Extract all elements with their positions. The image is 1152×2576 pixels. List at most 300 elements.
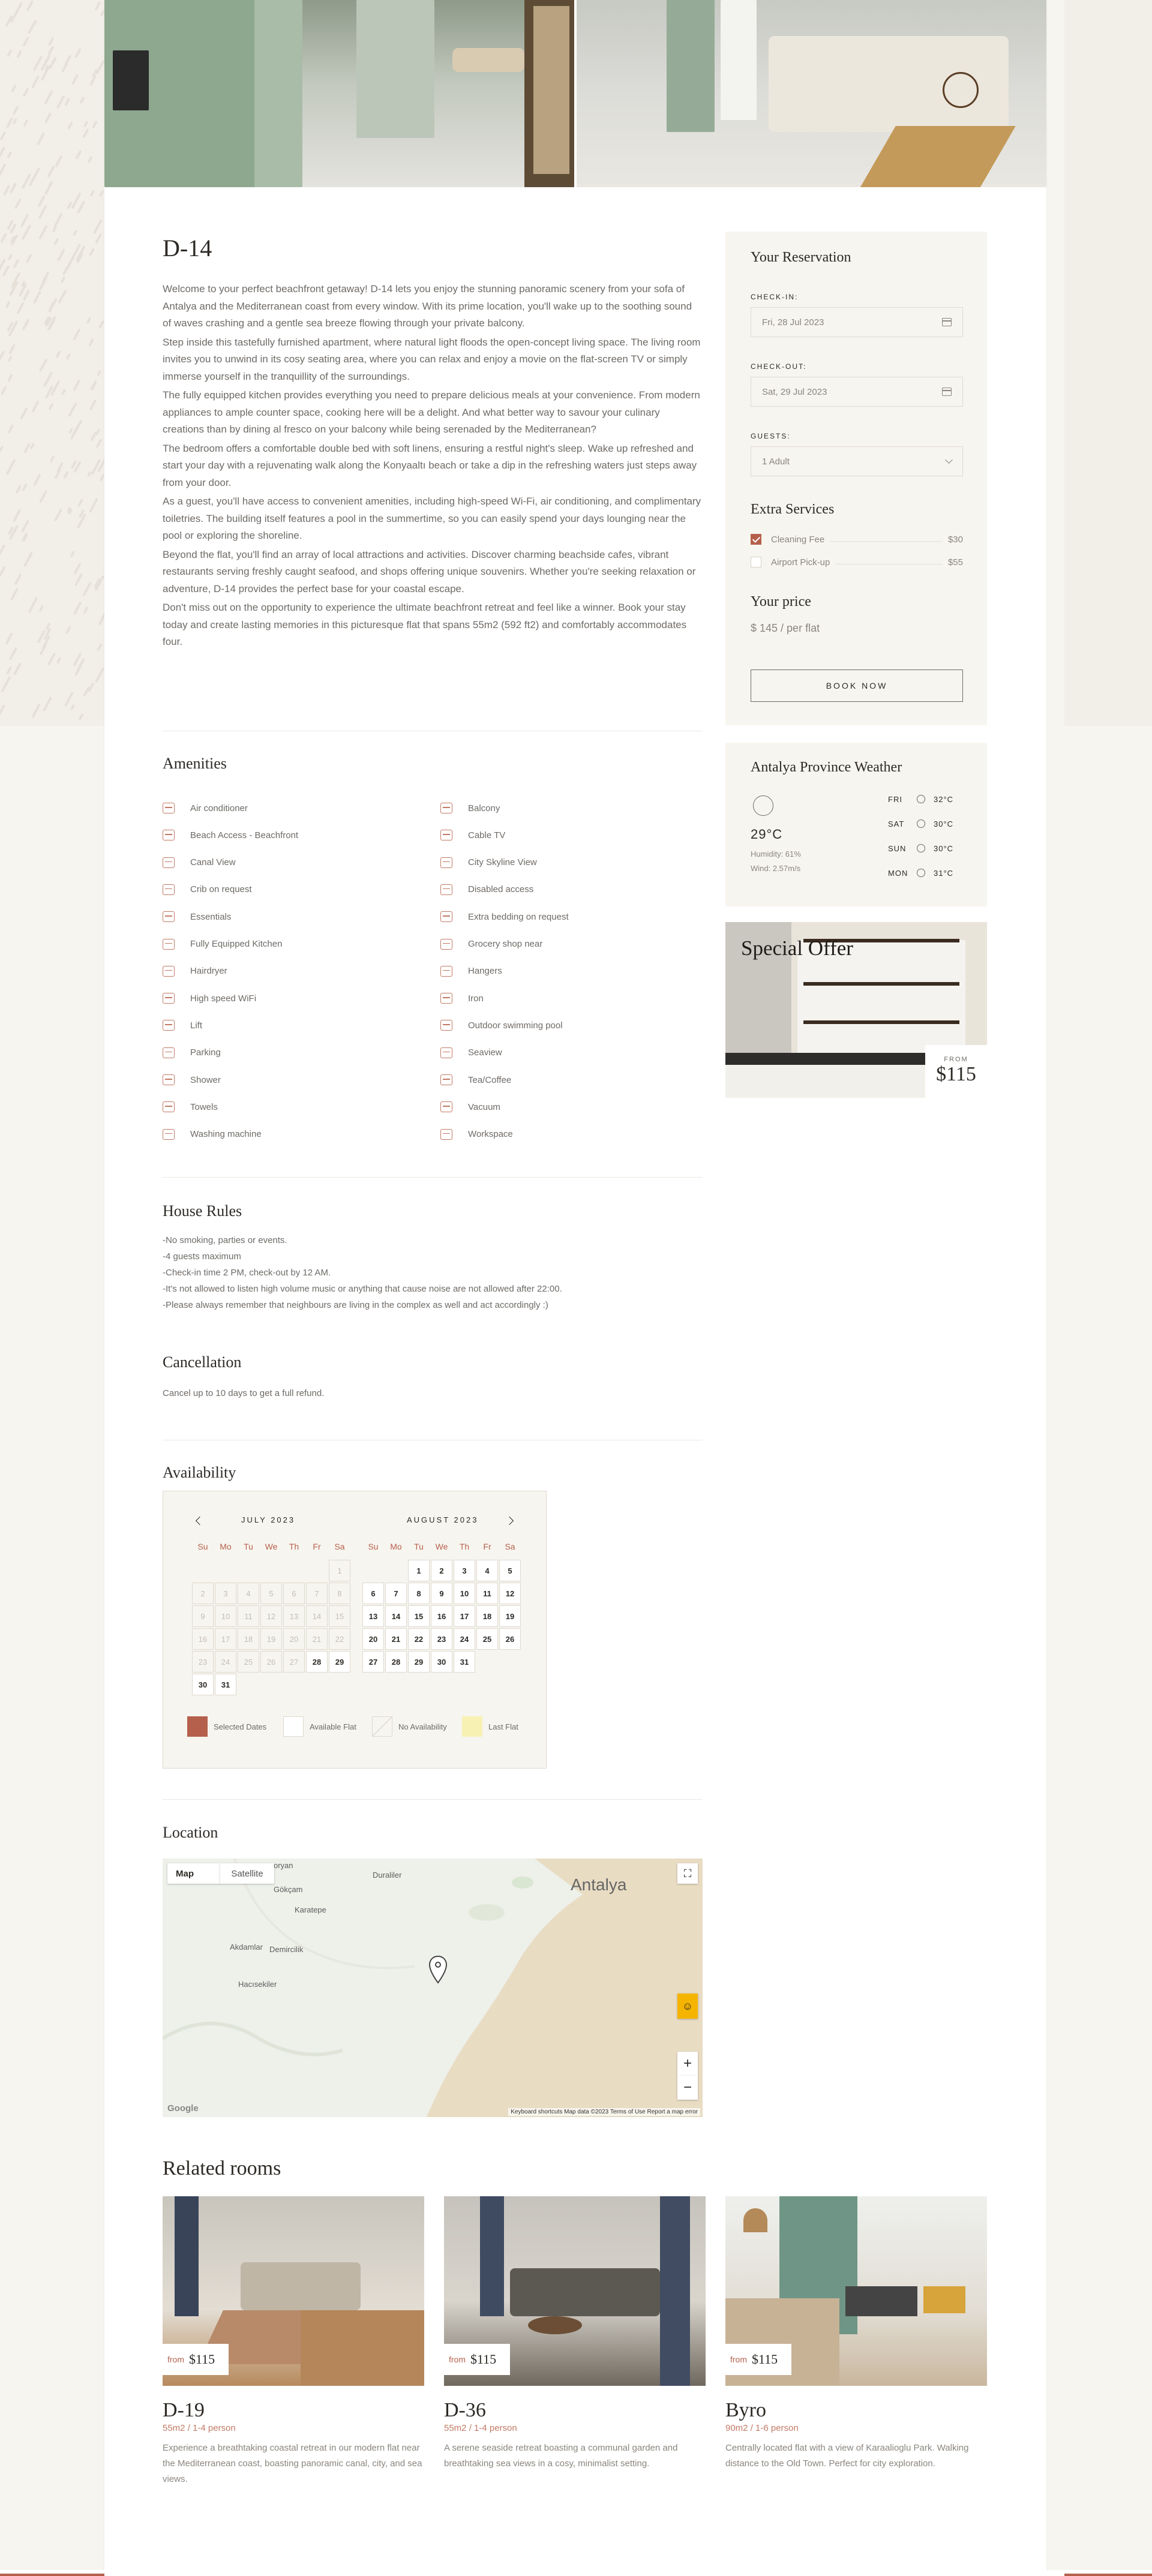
amenity-item — [440, 909, 680, 924]
amenity-label: Balcony — [468, 803, 500, 813]
fullscreen-icon[interactable]: ⛶ — [677, 1863, 698, 1884]
legend-last-flat — [462, 1716, 518, 1737]
amenity-label: Essentials — [190, 911, 232, 922]
month-label-july: JULY 2023 — [241, 1515, 296, 1524]
amenity-label: Air conditioner — [190, 803, 248, 813]
room-name[interactable]: Byro — [725, 2399, 766, 2421]
amenity-icon — [440, 857, 452, 868]
room-photo[interactable] — [725, 2196, 987, 2386]
amenity-item — [163, 827, 403, 843]
amenity-label: Grocery shop near — [468, 939, 543, 949]
amenity-label: Beach Access - Beachfront — [190, 830, 299, 840]
amenity-item — [440, 855, 680, 870]
legend-swatch — [462, 1716, 482, 1737]
legend-label: Available Flat — [310, 1722, 356, 1731]
calendar-day[interactable]: 8 — [408, 1583, 430, 1604]
amenity-icon — [163, 803, 175, 813]
calendar-day[interactable]: 1 — [408, 1560, 430, 1581]
calendar-day[interactable]: 17 — [454, 1605, 475, 1627]
amenity-icon — [440, 911, 452, 922]
amenity-label: Outdoor swimming pool — [468, 1020, 563, 1031]
amenity-label: Hangers — [468, 966, 502, 977]
calendar-day[interactable]: 13 — [362, 1605, 384, 1627]
amenity-item — [440, 800, 680, 816]
forecast-day: MON — [888, 868, 908, 878]
offer-price-badge — [925, 1045, 987, 1098]
guests-select[interactable] — [751, 446, 963, 476]
room-name[interactable]: D-36 — [444, 2399, 486, 2421]
amenity-item — [440, 936, 680, 952]
calendar-day[interactable]: 31 — [454, 1651, 475, 1673]
calendar-day: 24 — [215, 1651, 236, 1673]
forecast-temp: 30°C — [934, 843, 954, 853]
forecast-temp: 30°C — [934, 819, 954, 828]
amenity-label: City Skyline View — [468, 857, 537, 868]
related-room-card[interactable] — [725, 2196, 987, 2472]
amenity-item — [163, 1127, 403, 1142]
weekday-label: Mo — [220, 1542, 232, 1551]
map-pin-icon[interactable] — [428, 1955, 448, 1985]
cancellation-title: Cancellation — [163, 1353, 242, 1371]
airport-checkbox[interactable] — [751, 557, 761, 568]
calendar-day: 11 — [238, 1605, 259, 1627]
amenity-icon — [440, 884, 452, 895]
room-excerpt: Experience a breathtaking coastal retreat in our modern flat near the Mediterranean coast, boasting panoramic canal, city, and sea views. — [163, 2443, 422, 2484]
calendar-day: 21 — [306, 1628, 328, 1650]
description-paragraph: As a guest, you'll have access to convenient amenities, including high-speed Wi-Fi, air conditioning, and complimentary toiletries. The building itself features a pool in the summertime, so you can easily spend your days lounging near the pool or exploring the shoreline. — [163, 496, 701, 541]
room-photo[interactable] — [444, 2196, 706, 2386]
service-row-airport[interactable] — [751, 556, 963, 569]
calendar-day[interactable]: 25 — [476, 1628, 498, 1650]
room-meta: 90m2 / 1-6 person — [725, 2423, 799, 2433]
description-paragraph: Beyond the flat, you'll find an array of local attractions and activities. Discover charming beachside cafes, vibrant restaurants serving freshly caught seafood, and shops offering unique souvenirs. Whether you're seeking relaxation or adventure, D-14 provides the perfect base for your coastal escape. — [163, 548, 696, 595]
chevron-down-icon — [945, 456, 953, 464]
calendar-day[interactable]: 10 — [454, 1583, 475, 1604]
description-paragraph: The fully equipped kitchen provides everything you need to prepare delicious meals at your convenience. From modern appliances to ample counter space, cooking here will be a delight. And what better way to savour your culinary creations than by dining al fresco on your balcony while being serenaded by the Mediterranean? — [163, 389, 700, 435]
legend-label: Selected Dates — [214, 1722, 267, 1731]
amenity-icon — [163, 1047, 175, 1058]
calendar-day: 16 — [192, 1628, 214, 1650]
amenity-label: Lift — [190, 1020, 203, 1031]
background-pattern-left — [0, 0, 104, 726]
amenity-item — [163, 936, 403, 952]
map-place: Karatepe — [295, 1905, 326, 1914]
calendar-day[interactable]: 6 — [362, 1583, 384, 1604]
map-tab[interactable]: Map — [167, 1863, 220, 1884]
availability-title: Availability — [163, 1464, 236, 1481]
calendar-day: 2 — [192, 1583, 214, 1604]
calendar-day[interactable]: 30 — [431, 1651, 452, 1673]
amenity-label: Vacuum — [468, 1101, 500, 1112]
weekday-label: Tu — [414, 1542, 424, 1551]
zoom-in-button[interactable]: + — [677, 2052, 698, 2076]
calendar-day[interactable]: 22 — [408, 1628, 430, 1650]
legend-selected — [187, 1716, 266, 1737]
checkin-value: Fri, 28 Jul 2023 — [762, 317, 824, 328]
description-paragraph: Welcome to your perfect beachfront getaway! D-14 lets you enjoy the stunning panoramic scenery from your sofa of Antalya and the Mediterranean coast from every window. With its prime location, you'll wake up to the soothing sound of waves crashing and a gentle sea breeze flowing through your private balcony. — [163, 283, 692, 329]
legend-available — [283, 1716, 356, 1737]
amenity-item — [163, 990, 403, 1006]
map-place: Gökçam — [274, 1885, 303, 1894]
calendar-day: 27 — [283, 1651, 305, 1673]
footer-accent-line — [0, 2570, 1152, 2576]
sun-icon — [917, 869, 925, 877]
amenity-item — [163, 909, 403, 924]
weekday-label: Su — [368, 1542, 379, 1551]
legend-label: No Availability — [398, 1722, 447, 1731]
amenity-label: Crib on request — [190, 884, 252, 895]
pegman-icon[interactable]: ☺ — [677, 1993, 698, 2019]
price: $115 — [752, 2352, 778, 2367]
amenity-label: Washing machine — [190, 1129, 262, 1140]
amenity-item — [163, 1045, 403, 1061]
from-label: from — [730, 2355, 747, 2364]
zoom-out-button[interactable]: − — [677, 2076, 698, 2100]
amenity-label: Cable TV — [468, 830, 506, 840]
satellite-tab[interactable]: Satellite — [220, 1863, 274, 1884]
calendar-day: 7 — [306, 1583, 328, 1604]
amenity-label: Hairdryer — [190, 966, 227, 977]
amenity-icon — [440, 1129, 452, 1140]
forecast-row — [888, 842, 966, 854]
service-name: Cleaning Fee — [771, 534, 825, 545]
next-month-arrow[interactable] — [505, 1517, 514, 1525]
amenity-item — [440, 1099, 680, 1115]
calendar-day[interactable]: 19 — [499, 1605, 521, 1627]
special-offer-title: Special Offer — [741, 936, 853, 960]
map-city-label: Antalya — [571, 1875, 627, 1894]
weekday-label: We — [435, 1542, 448, 1551]
calendar-day: 17 — [215, 1628, 236, 1650]
calendar-day: 8 — [329, 1583, 350, 1604]
description-paragraph: The bedroom offers a comfortable double bed with soft linens, ensuring a restful night's sleep. Wake up refreshed and start your day with a rejuvenating walk along the Konyaaltı beach or take a dip in the refreshing waters just steps away from your door. — [163, 442, 697, 488]
amenity-item — [163, 800, 403, 816]
humidity: Humidity: 61% — [751, 849, 801, 858]
room-meta: 55m2 / 1-4 person — [444, 2423, 517, 2433]
amenity-icon — [440, 966, 452, 977]
amenity-item — [440, 827, 680, 843]
calendar-day[interactable]: 16 — [431, 1605, 452, 1627]
price: $115 — [470, 2352, 497, 2367]
calendar-day[interactable]: 12 — [499, 1583, 521, 1604]
service-price: $30 — [947, 534, 963, 545]
amenity-label: Canal View — [190, 857, 236, 868]
amenity-item — [163, 1017, 403, 1033]
amenity-label: Tea/Coffee — [468, 1074, 512, 1085]
amenity-item — [440, 963, 680, 979]
amenity-icon — [440, 1074, 452, 1085]
from-label: from — [449, 2355, 466, 2364]
legend-swatch — [283, 1716, 304, 1737]
calendar-day[interactable]: 5 — [499, 1560, 521, 1581]
house-rules-list — [163, 1232, 562, 1313]
related-room-card[interactable] — [163, 2196, 424, 2487]
legend-unavailable — [372, 1716, 447, 1737]
checkout-value: Sat, 29 Jul 2023 — [762, 386, 827, 397]
amenity-label: Disabled access — [468, 884, 534, 895]
calendar-day[interactable]: 11 — [476, 1583, 498, 1604]
calendar-day[interactable]: 15 — [408, 1605, 430, 1627]
calendar-day[interactable]: 21 — [385, 1628, 407, 1650]
amenity-item — [440, 990, 680, 1006]
month-label-august: AUGUST 2023 — [407, 1515, 479, 1524]
room-page — [104, 0, 1046, 2576]
amenity-icon — [163, 993, 175, 1004]
weekday-label: Fr — [483, 1542, 491, 1551]
amenity-icon — [440, 993, 452, 1004]
checkout-field[interactable] — [751, 377, 963, 407]
map-place: oryan — [274, 1861, 293, 1870]
location-map[interactable] — [163, 1859, 703, 2117]
calendar-day[interactable]: 23 — [431, 1628, 452, 1650]
price-badge — [725, 2344, 791, 2375]
amenity-icon — [163, 857, 175, 868]
amenity-icon — [163, 966, 175, 977]
sun-icon — [917, 819, 925, 828]
price-badge — [163, 2344, 229, 2375]
offer-from-label: FROM — [944, 1056, 968, 1063]
description-paragraph: Don't miss out on the opportunity to experience the ultimate beachfront retreat and feel like a winner. Book your stay today and create lasting memories in this picturesque flat that spans 55m2 (592 ft2) and comfortably accommodates four. — [163, 602, 687, 647]
amenity-item — [163, 963, 403, 979]
calendar-icon — [942, 318, 952, 326]
calendar-day: 19 — [260, 1628, 282, 1650]
shelf — [803, 1020, 959, 1024]
room-meta: 55m2 / 1-4 person — [163, 2423, 236, 2433]
book-now-button[interactable]: BOOK NOW — [751, 669, 963, 702]
amenity-icon — [163, 1020, 175, 1031]
weekday-label: Mo — [390, 1542, 402, 1551]
forecast-temp: 32°C — [934, 794, 954, 804]
amenity-label: Shower — [190, 1074, 221, 1085]
weather-title: Antalya Province Weather — [751, 759, 902, 775]
calendar-day: 9 — [192, 1605, 214, 1627]
forecast-day: SAT — [888, 819, 905, 828]
related-rooms-title: Related rooms — [163, 2157, 281, 2179]
calendar-day: 20 — [283, 1628, 305, 1650]
room-excerpt: A serene seaside retreat boasting a communal garden and breathtaking sea views in a cosy, minimalist setting. — [444, 2443, 678, 2469]
amenity-icon — [163, 911, 175, 922]
calendar-day: 26 — [260, 1651, 282, 1673]
hero-photo-kitchen[interactable] — [104, 0, 574, 187]
amenity-icon — [163, 1129, 175, 1140]
extra-services-title: Extra Services — [751, 502, 835, 517]
calendar-day[interactable]: 18 — [476, 1605, 498, 1627]
weekday-label: Tu — [244, 1542, 253, 1551]
availability-calendar — [163, 1491, 547, 1769]
calendar-day[interactable]: 30 — [192, 1674, 214, 1695]
calendar-day: 15 — [329, 1605, 350, 1627]
weather-widget — [725, 743, 987, 906]
calendar-day[interactable]: 20 — [362, 1628, 384, 1650]
reservation-title: Your Reservation — [751, 250, 851, 265]
amenity-icon — [440, 1020, 452, 1031]
guests-label: GUESTS: — [751, 432, 791, 440]
sun-icon — [917, 844, 925, 852]
sun-icon — [917, 795, 925, 803]
legend-swatch — [372, 1716, 392, 1737]
calendar-day[interactable]: 29 — [408, 1651, 430, 1673]
amenity-icon — [440, 803, 452, 813]
calendar-day[interactable]: 28 — [306, 1651, 328, 1673]
current-temp: 29°C — [751, 827, 783, 842]
forecast-row — [888, 793, 966, 805]
calendar-day: 4 — [238, 1583, 259, 1604]
map-place: Duraliler — [373, 1871, 402, 1880]
background-panel-right — [1064, 0, 1152, 726]
description-paragraph: Step inside this tastefully furnished apartment, where natural light floods the open-concept living space. The living room invites you to unwind in its cosy seating area, where you can relax and enjoy a movie on the flat-screen TV or simply immerse yourself in the tranquillity of the surroundings. — [163, 336, 701, 382]
legend-swatch — [187, 1716, 208, 1737]
calendar-day[interactable]: 27 — [362, 1651, 384, 1673]
map-footer[interactable]: Keyboard shortcuts Map data ©2023 Terms of Use Report a map error — [508, 2108, 700, 2116]
price: $115 — [189, 2352, 215, 2367]
amenity-icon — [163, 939, 175, 950]
dotted-leader — [830, 541, 942, 542]
calendar-day[interactable]: 4 — [476, 1560, 498, 1581]
hero-gallery[interactable] — [104, 0, 1046, 187]
weekday-label: Sa — [505, 1542, 515, 1551]
checkin-field[interactable] — [751, 307, 963, 337]
calendar-day: 12 — [260, 1605, 282, 1627]
map-place: Hacısekiler — [238, 1980, 277, 1989]
calendar-day: 25 — [238, 1651, 259, 1673]
amenity-item — [163, 1072, 403, 1088]
calendar-day[interactable]: 28 — [385, 1651, 407, 1673]
room-photo[interactable] — [163, 2196, 424, 2386]
calendar-day[interactable]: 9 — [431, 1583, 452, 1604]
amenity-item — [440, 1017, 680, 1033]
from-label: from — [167, 2355, 184, 2364]
amenity-item — [440, 1045, 680, 1061]
reservation-panel — [725, 232, 987, 725]
calendar-day: 1 — [329, 1560, 350, 1581]
room-title: D-14 — [163, 235, 212, 262]
calendar-day: 10 — [215, 1605, 236, 1627]
room-name[interactable]: D-19 — [163, 2399, 205, 2421]
calendar-icon — [942, 388, 952, 396]
wind: Wind: 2.57m/s — [751, 864, 801, 873]
calendar-day: 6 — [283, 1583, 305, 1604]
calendar-day: 14 — [306, 1605, 328, 1627]
location-title: Location — [163, 1824, 218, 1841]
amenity-item — [163, 1099, 403, 1115]
amenity-icon — [440, 1101, 452, 1112]
calendar-day[interactable]: 31 — [215, 1674, 236, 1695]
cleaning-checkbox[interactable] — [751, 534, 761, 545]
price-title: Your price — [751, 594, 811, 610]
amenity-label: Extra bedding on request — [468, 911, 569, 922]
amenity-label: Seaview — [468, 1047, 502, 1058]
calendar-day: 5 — [260, 1583, 282, 1604]
amenity-item — [440, 882, 680, 897]
weekday-label: Su — [197, 1542, 208, 1551]
divider — [163, 1177, 703, 1178]
calendar-day[interactable]: 29 — [329, 1651, 350, 1673]
amenity-icon — [163, 884, 175, 895]
guests-value: 1 Adult — [762, 456, 790, 467]
related-room-card[interactable] — [444, 2196, 706, 2472]
amenity-item — [163, 882, 403, 897]
special-offer-card[interactable] — [725, 922, 987, 1098]
amenity-label: Workspace — [468, 1129, 513, 1140]
weekday-label: Fr — [313, 1542, 321, 1551]
rule-item: -Please always remember that neighbours are living in the complex as well and act accordingly :) — [163, 1300, 548, 1310]
hero-photo-living-room[interactable] — [577, 0, 1046, 187]
service-row-cleaning[interactable] — [751, 533, 963, 546]
offer-price: $115 — [936, 1063, 976, 1085]
checkin-label: CHECK-IN: — [751, 293, 799, 301]
amenity-label: Parking — [190, 1047, 221, 1058]
cancellation-text: Cancel up to 10 days to get a full refund. — [163, 1388, 325, 1398]
google-logo: Google — [167, 2103, 199, 2113]
amenity-label: High speed WiFi — [190, 993, 257, 1004]
rule-item: -No smoking, parties or events. — [163, 1235, 287, 1245]
amenity-item — [440, 1127, 680, 1142]
amenity-icon — [440, 939, 452, 950]
rule-item: -4 guests maximum — [163, 1251, 241, 1262]
amenity-label: Fully Equipped Kitchen — [190, 939, 283, 949]
shelf — [803, 982, 959, 986]
service-name: Airport Pick-up — [771, 557, 830, 568]
weekday-label: Th — [289, 1542, 299, 1551]
room-excerpt: Centrally located flat with a view of Karaalioglu Park. Walking distance to the Old Town. Perfect for city exploration. — [725, 2443, 969, 2469]
dotted-leader — [836, 564, 942, 565]
amenity-icon — [440, 1047, 452, 1058]
price-badge — [444, 2344, 510, 2375]
calendar-day[interactable]: 2 — [431, 1560, 452, 1581]
rule-item: -Check-in time 2 PM, check-out by 12 AM. — [163, 1268, 331, 1278]
forecast-temp: 31°C — [934, 868, 954, 878]
amenity-icon — [163, 830, 175, 840]
room-description — [163, 281, 703, 653]
forecast-day: FRI — [888, 794, 902, 804]
map-place: Demircilik — [269, 1945, 304, 1954]
house-rules-title: House Rules — [163, 1202, 242, 1220]
forecast-row — [888, 818, 966, 830]
map-place: Akdamlar — [230, 1942, 263, 1951]
calendar-day[interactable]: 26 — [499, 1628, 521, 1650]
calendar-day[interactable]: 24 — [454, 1628, 475, 1650]
price-value: $ 145 / per flat — [751, 622, 820, 634]
amenities-title: Amenities — [163, 755, 227, 772]
calendar-day: 23 — [192, 1651, 214, 1673]
calendar-day[interactable]: 3 — [454, 1560, 475, 1581]
amenity-item — [163, 855, 403, 870]
checkout-label: CHECK-OUT: — [751, 362, 807, 371]
calendar-day[interactable]: 14 — [385, 1605, 407, 1627]
forecast-day: SUN — [888, 843, 907, 853]
weekday-label: We — [265, 1542, 278, 1551]
sun-icon — [753, 795, 773, 816]
rule-item: -It's not allowed to listen high volume music or anything that cause noise are not allowed after 22:00. — [163, 1284, 562, 1294]
prev-month-arrow[interactable] — [196, 1517, 204, 1525]
amenity-icon — [163, 1074, 175, 1085]
legend-label: Last Flat — [488, 1722, 518, 1731]
calendar-day: 3 — [215, 1583, 236, 1604]
amenity-icon — [163, 1101, 175, 1112]
divider — [163, 1799, 703, 1800]
service-price: $55 — [947, 557, 963, 568]
calendar-day: 18 — [238, 1628, 259, 1650]
amenity-icon — [440, 830, 452, 840]
calendar-day: 22 — [329, 1628, 350, 1650]
amenity-label: Towels — [190, 1101, 218, 1112]
forecast-row — [888, 867, 966, 879]
calendar-day[interactable]: 7 — [385, 1583, 407, 1604]
amenity-label: Iron — [468, 993, 484, 1004]
amenity-item — [440, 1072, 680, 1088]
weekday-label: Th — [459, 1542, 470, 1551]
weekday-label: Sa — [334, 1542, 345, 1551]
